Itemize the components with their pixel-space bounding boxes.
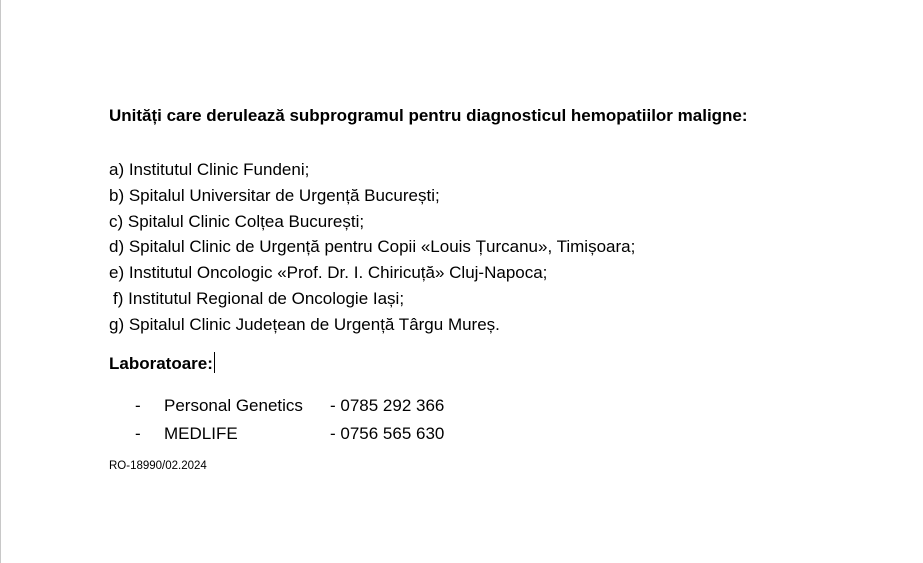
list-item: e) Institutul Oncologic «Prof. Dr. I. Chiricuță» Cluj-Napoca; xyxy=(109,263,548,283)
text-cursor xyxy=(214,352,215,373)
lab-phone: - 0785 292 366 xyxy=(330,396,445,415)
lab-row xyxy=(135,392,444,420)
lab-phone: - 0756 565 630 xyxy=(330,424,445,443)
lab-row xyxy=(135,420,444,448)
units-heading: Unități care derulează subprogramul pentru diagnosticul hemopatiilor maligne: xyxy=(109,106,748,125)
list-item: d) Spitalul Clinic de Urgență pentru Copii «Louis Țurcanu», Timișoara; xyxy=(109,237,636,257)
lab-dash: - xyxy=(135,424,141,443)
units-list xyxy=(109,157,635,338)
lab-dash: - xyxy=(135,396,141,415)
list-item: b) Spitalul Universitar de Urgență București; xyxy=(109,185,440,205)
list-item: c) Spitalul Clinic Colțea București; xyxy=(109,211,365,231)
lab-name: Personal Genetics xyxy=(164,396,303,415)
list-item: a) Institutul Clinic Fundeni; xyxy=(109,160,310,179)
labs-heading[interactable] xyxy=(109,352,215,375)
labs-heading-text: Laboratoare: xyxy=(109,354,213,373)
page-left-edge xyxy=(0,0,1,563)
list-item: f) Institutul Regional de Oncologie Iași; xyxy=(113,288,405,308)
labs-list xyxy=(135,392,444,448)
document-code: RO-18990/02.2024 xyxy=(109,460,207,472)
list-item: g) Spitalul Clinic Județean de Urgență Târgu Mureș. xyxy=(109,314,500,334)
lab-name: MEDLIFE xyxy=(164,424,238,443)
